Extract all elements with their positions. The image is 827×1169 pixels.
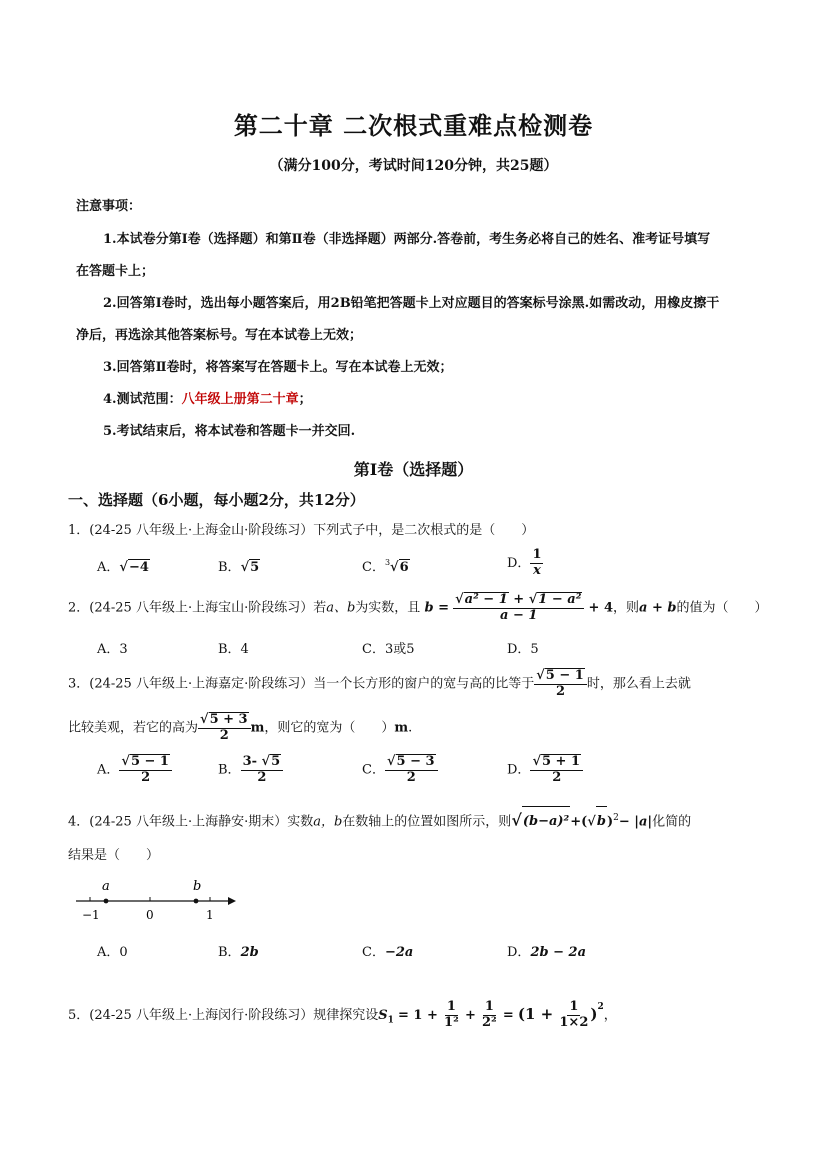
q4-option-c-value: −2a (384, 945, 414, 960)
q4-stem-post: 化简的 (652, 814, 692, 830)
q2-stem-post: ，则 (613, 600, 640, 616)
q3-option-b-num-rad: 5 (271, 754, 281, 769)
q3-stem-post: 时，那么看上去就 (586, 676, 691, 692)
q1-option-d-label: D． (507, 555, 531, 571)
tick-0-label: 0 (146, 908, 154, 922)
q4-option-a[interactable]: A．0 (97, 945, 128, 960)
notice-item-2-line-2: 净后，再选涂其他答案标号。写在本试卷上无效； (76, 328, 363, 343)
q2-ab: a + b (639, 600, 677, 616)
q5-eq: = 1 + (398, 1008, 438, 1023)
q1-option-b-label: B． (218, 560, 241, 575)
q3-ratio-num: 5 − 1 (545, 668, 584, 683)
number-line (68, 875, 238, 925)
q2-option-a[interactable]: A．3 (97, 642, 128, 657)
q1-option-a[interactable]: A．√−4 (97, 560, 149, 575)
notice-item-1-line-1: 1.本试卷分第Ⅰ卷（选择题）和第Ⅱ卷（非选择题）两部分.答卷前，考生务必将自己的姓名、准考证号填写 (103, 232, 711, 247)
q3-option-a-den: 2 (141, 769, 151, 785)
q3-height-num: 5 + 3 (209, 712, 248, 727)
q3-stem-line-1 (68, 668, 691, 700)
q2-vars: a、b (326, 600, 356, 616)
q4-option-b-label: B． (218, 945, 241, 960)
q3-option-b-num-pre: 3- (242, 754, 258, 769)
q2-option-d[interactable]: D．5 (507, 642, 539, 657)
q1-option-d-denominator: x (533, 562, 541, 578)
q4-expr-rad: (b−a)² (522, 806, 570, 837)
q4-expr-sq-rad: b (596, 806, 607, 837)
q4-stem-line-1: 4．(24-25 八年级上·上海静安·期末）实数a，b在数轴上的位置如图所示，则$√(b-a)^2+(√b)^2- |a|$化简的 (68, 803, 691, 837)
q2-num-plus: + (513, 592, 525, 607)
test-range: 八年级上册第二十章 (181, 392, 299, 407)
q2-fraction: $\frac{\text{√a² − 1 + √1 − a²}}{a - 1}$ (453, 592, 584, 624)
q5-exp: 2 (597, 1002, 604, 1012)
q4-expr-plus: + (570, 814, 582, 830)
q3-unit: m (250, 720, 265, 736)
q2-num-rad2: 1 − a² (538, 592, 582, 607)
q3-option-d-den: 2 (552, 769, 562, 785)
notice-item-4-suffix: ； (298, 392, 312, 407)
q2-option-c[interactable]: C．3或5 (362, 642, 415, 657)
q4-expr-abs: − |a| (618, 814, 653, 830)
q3-option-a-label: A． (97, 762, 120, 778)
q2-option-b[interactable]: B．4 (218, 642, 249, 657)
q1-stem: 1．(24-25 八年级上·上海金山·阶段练习）下列式子中，是二次根式的是（ ） (68, 523, 535, 538)
q5-f2-den: 2² (481, 1015, 497, 1030)
q2-stem (68, 592, 768, 624)
tick-neg1-label: −1 (82, 908, 100, 922)
q5-s: S (378, 1008, 388, 1023)
label-b: b (193, 879, 202, 894)
q3-option-c[interactable]: C． $\frac{√5 - 3}{2}$ (362, 754, 438, 786)
q3-option-c-den: 2 (406, 769, 416, 785)
q2-num-rad1: a² − 1 (464, 592, 508, 607)
q4-vars: a，b (313, 814, 343, 830)
tick-1-label: 1 (206, 908, 214, 922)
q3-option-b-den: 2 (257, 769, 267, 785)
q4-option-c-label: C． (362, 945, 385, 960)
q5-f1-den: 1² (444, 1015, 459, 1030)
q3-unit2: m (394, 720, 409, 736)
q5-comma: ， (603, 1008, 617, 1023)
q5-eq2: = (502, 1008, 514, 1023)
notice-item-4 (103, 388, 312, 407)
notice-item-4-prefix: 4.测试范围： (103, 392, 182, 407)
label-a: a (102, 879, 110, 894)
q1-option-d-numerator: 1 (532, 547, 542, 562)
q3-option-d-label: D． (507, 762, 531, 778)
q5-f3-den: 1×2 (559, 1015, 589, 1030)
q4-option-b-value: 2b (240, 945, 259, 960)
q5-f3-num: 1 (569, 999, 579, 1015)
q2-eq-lhs: b = (424, 600, 449, 616)
q2-plus4: + 4 (588, 600, 613, 616)
q3-stem-prefix: 3．(24-25 八年级上·上海嘉定·阶段练习）当一个长方形的窗户的宽与高的比等于 (68, 676, 535, 692)
q1-option-d[interactable] (507, 548, 543, 579)
notice-heading: 注意事项： (76, 199, 142, 214)
part1-title: 第Ⅰ卷（选择题） (353, 460, 474, 479)
q3-option-b[interactable]: B． $\frac{3- √5}{2}$ (218, 754, 283, 786)
q4-option-c[interactable] (362, 941, 413, 960)
q5-paren-right: ) (590, 1005, 598, 1023)
notice-item-3: 3.回答第Ⅱ卷时，将答案写在答题卡上。写在本试卷上无效； (103, 360, 453, 375)
q5-f2-num: 1 (484, 999, 494, 1015)
q1-option-b[interactable]: B．√5 (218, 560, 260, 575)
q4-option-b[interactable] (218, 941, 259, 960)
q5-stem (68, 990, 617, 1038)
q3-height-den: 2 (219, 727, 229, 743)
q4-option-d-label: D． (507, 945, 531, 960)
page-subtitle: （满分100分，考试时间120分钟，共25题） (269, 158, 558, 174)
notice-item-1-line-2: 在答题卡上； (76, 264, 155, 279)
point-b (194, 899, 199, 904)
q4-option-d-value: 2b − 2a (530, 945, 586, 960)
q4-option-d[interactable] (507, 941, 586, 960)
q3-option-c-label: C． (362, 762, 385, 778)
q1-option-a-value: −4 (128, 560, 149, 575)
q5-f1-num: 1 (446, 999, 456, 1015)
notice-item-5: 5.考试结束后，将本试卷和答题卡一并交回. (103, 424, 356, 439)
q3-option-c-num: 5 − 3 (396, 754, 435, 769)
point-a (104, 899, 109, 904)
q1-option-c-value: 6 (399, 560, 409, 575)
section1-title: 一、选择题（6小题，每小题2分，共12分） (68, 491, 365, 509)
q5-stem-prefix: 5．(24-25 八年级上·上海闵行·阶段练习）规律探究设 (68, 1008, 379, 1023)
notice-item-2-line-1: 2.回答第Ⅰ卷时，选出每小题答案后，用2B铅笔把答题卡上对应题目的答案标号涂黑.如需改动，用橡皮擦干 (103, 296, 720, 311)
q3-period: . (408, 720, 413, 736)
q1-option-c-label: C． (362, 560, 385, 575)
q1-option-b-value: 5 (250, 560, 260, 575)
q2-stem-mid: 为实数，且 (355, 600, 421, 616)
q3-option-a[interactable]: A． $\frac{√5 - 1}{2}$ (97, 754, 172, 786)
q3-option-d[interactable]: D． $\frac{√5 + 1}{2}$ (507, 754, 583, 786)
q3-ratio: $\frac{√5 - 1}{2}$ (534, 668, 587, 700)
q3-line2-post: ，则它的宽为（ ） (264, 720, 395, 736)
q2-stem-end: 的值为（ ） (676, 600, 768, 616)
page-title: 第二十章 二次根式重难点检测卷 (233, 111, 594, 140)
q5-plus: + (464, 1008, 476, 1023)
q4-stem-line-2: 结果是（ ） (68, 848, 160, 863)
q1-option-a-label: A． (97, 560, 120, 575)
q4-stem-mid: 在数轴上的位置如图所示，则 (342, 814, 512, 830)
q3-line2-prefix: 比较美观，若它的高为 (68, 720, 199, 736)
q1-option-c[interactable]: C．$^3$√6 (362, 558, 409, 575)
q2-stem-prefix: 2．(24-25 八年级上·上海宝山·阶段练习）若 (68, 600, 327, 616)
q5-s-sub: 1 (387, 1015, 394, 1026)
q4-stem-prefix: 4．(24-25 八年级上·上海静安·期末）实数 (68, 814, 314, 830)
q3-option-d-num: 5 + 1 (541, 754, 581, 769)
q2-den: a − 1 (500, 607, 538, 623)
q3-stem-line-2 (68, 712, 412, 744)
q4-expr-exp: 2 (613, 813, 619, 823)
q3-option-b-label: B． (218, 762, 241, 778)
q3-height: $\frac{√5 + 3}{2}$ (198, 712, 251, 744)
q3-option-a-num: 5 − 1 (130, 754, 169, 769)
q3-ratio-den: 2 (555, 683, 566, 699)
q1-option-c-index: 3 (384, 558, 391, 567)
q5-paren-left: (1 + (517, 1005, 554, 1023)
number-line-arrow (228, 897, 236, 905)
